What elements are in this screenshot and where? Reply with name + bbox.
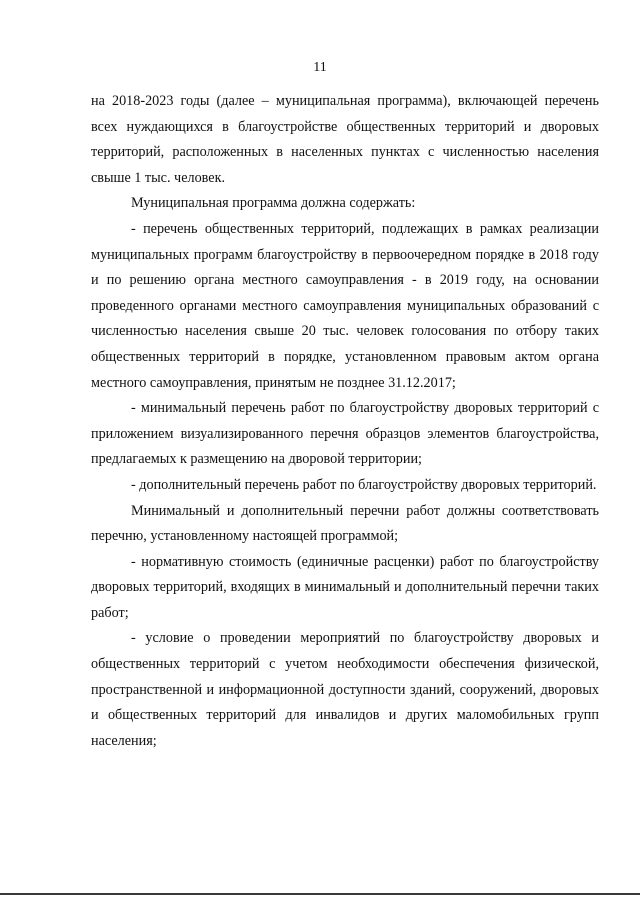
body-text [91,89,599,754]
bottom-scan-border [0,893,640,895]
paragraph-accessibility-condition: - условие о проведении мероприятий по благоустройству дворовых и общественных территорий с учетом необходимости обеспечения физической, пространственной и информационной доступности зданий, сооружений, дворовых и общественных территорий для инвалидов и других маломобильных групп населения; [91,630,599,749]
paragraph-minimal-works-list: - минимальный перечень работ по благоустройству дворовых территорий с приложением визуализированного перечня образцов элементов благоустройства, предлагаемых к размещению на дворовой территории; [91,400,599,468]
paragraph-additional-works-list: - дополнительный перечень работ по благоустройству дворовых территорий. [131,476,597,493]
page-number: 11 [313,60,327,75]
paragraph-program-intro: на 2018-2023 годы (далее – муниципальная программа), включающей перечень всех нуждающихся в благоустройстве общественных территорий и дворовых территорий, расположенных в населенных пунктах с численностью населения свыше 1 тыс. человек. [91,93,599,186]
paragraph-public-territories-list: - перечень общественных территорий, подлежащих в рамках реализации муниципальных программ благоустройству в первоочередном порядке в 2018 году и по решению органа местного самоуправления - в 2019 году, на основании проведенного органами местного самоуправления муниципальных образований с численностью населения свыше 20 тыс. человек голосования по отбору таких общественных территорий в порядке, установленном правовым актом органа местного самоуправления, принятым не позднее 31.12.2017; [91,220,599,391]
paragraph-works-compliance: Минимальный и дополнительный перечни работ должны соответствовать перечню, установленному настоящей программой; [91,502,599,545]
paragraph-program-contents: Муниципальная программа должна содержать: [131,195,416,212]
paragraph-normative-cost: - нормативную стоимость (единичные расценки) работ по благоустройству дворовых территорий, входящих в минимальный и дополнительный перечни таких работ; [91,553,599,621]
